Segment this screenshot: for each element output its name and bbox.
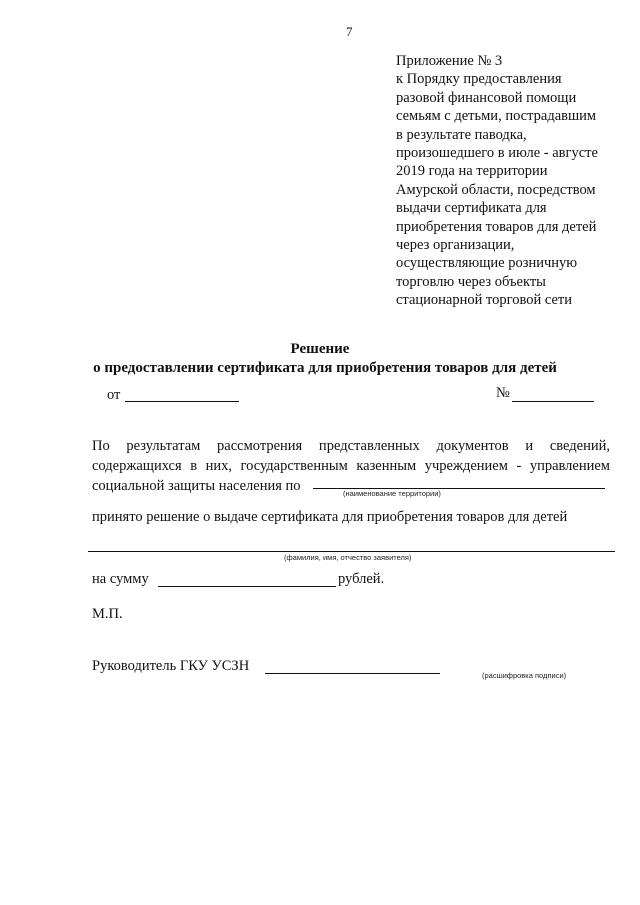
seal-label: М.П. [92, 606, 123, 622]
decision-paragraph [92, 436, 610, 496]
decision-title: Решение [290, 341, 350, 357]
signature-caption: (расшифровка подписи) [482, 671, 567, 680]
appendix-line: Приложение № 3 [396, 53, 503, 69]
paragraph-line: По результатам рассмотрения представленных документов и сведений, [92, 438, 610, 454]
appendix-line: разовой финансовой помощи [396, 89, 577, 106]
paragraph-line: содержащихся в них, государственным казенным учреждением - управлением [92, 458, 610, 474]
number-field[interactable] [512, 401, 594, 402]
appendix-line: торговлю через объекты [396, 273, 546, 290]
sum-label: на сумму [92, 571, 149, 587]
head-label: Руководитель ГКУ УСЗН [92, 658, 250, 674]
paragraph-line: социальной защиты населения по [92, 478, 301, 494]
applicant-caption: (фамилия, имя, отчество заявителя) [284, 553, 412, 562]
appendix-line: Амурской области, посредством [396, 181, 596, 198]
territory-caption: (наименование территории) [343, 489, 441, 498]
number-label: № [496, 385, 510, 401]
appendix-line: через организации, [396, 237, 515, 254]
appendix-line: семьям с детьми, пострадавшим [396, 108, 597, 125]
decision-subtitle: о предоставлении сертификата для приобретения товаров для детей [93, 360, 557, 376]
decision-text: принято решение о выдаче сертификата для приобретения товаров для детей [92, 509, 568, 525]
rubles-label: рублей. [338, 571, 385, 587]
page-number: 7 [346, 24, 353, 39]
appendix-line: осуществляющие розничную [396, 255, 578, 272]
sum-field[interactable] [158, 586, 336, 587]
signature-field[interactable] [265, 673, 440, 674]
appendix-line: приобретения товаров для детей [396, 218, 597, 235]
appendix-line: выдачи сертификата для [396, 200, 547, 217]
appendix-line: стационарной торговой сети [396, 292, 573, 309]
appendix-line: к Порядку предоставления [396, 71, 562, 88]
appendix-note [396, 52, 632, 310]
appendix-line: произошедшего в июле - августе [396, 145, 598, 162]
appendix-line: 2019 года на территории [396, 163, 548, 180]
date-label: от [107, 387, 121, 403]
date-field[interactable] [125, 401, 239, 402]
applicant-field[interactable] [88, 551, 615, 552]
appendix-line: в результате паводка, [396, 126, 527, 143]
